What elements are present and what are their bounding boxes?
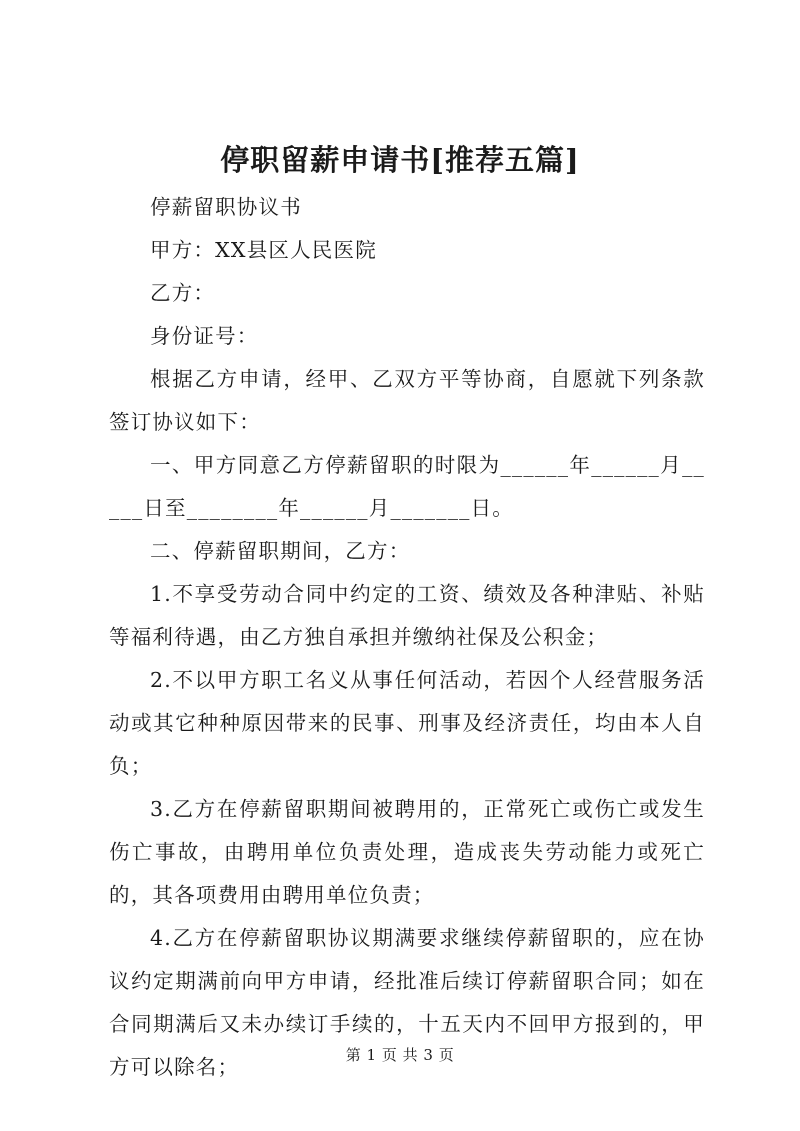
paragraph-item-2: 2.不以甲方职工名义从事任何活动，若因个人经营服务活动或其它种种原因带来的民事、刑事及经济责任，均由本人自负； xyxy=(109,668,705,778)
paragraph-item-4: 4.乙方在停薪留职协议期满要求继续停薪留职的，应在协议约定期满前向甲方申请，经批准后续订停薪留职合同；如在合同期满后又未办续订手续的，十五天内不回甲方报到的，甲方可以除名； xyxy=(109,926,705,1079)
document-title: 停职留薪申请书[推荐五篇] xyxy=(220,143,580,177)
paragraph-item-3: 3.乙方在停薪留职期间被聘用的，正常死亡或伤亡或发生伤亡事故，由聘用单位负责处理，造成丧失劳动能力或死亡的，其各项费用由聘用单位负责； xyxy=(109,797,705,907)
paragraph-party-a: 甲方：XX县区人民医院 xyxy=(150,238,377,262)
paragraph-clause-2: 二、停薪留职期间，乙方： xyxy=(150,539,411,563)
paragraph-item-1: 1.不享受劳动合同中约定的工资、绩效及各种津贴、补贴等福利待遇，由乙方独自承担并缴纳社保及公积金； xyxy=(109,582,705,649)
paragraph-id-number: 身份证号： xyxy=(150,324,259,348)
paragraph-party-b: 乙方： xyxy=(150,281,216,305)
paragraph-clause-1: 一、甲方同意乙方停薪留职的时限为______年______月_____日至________年______月_______日。 xyxy=(109,453,705,520)
paragraph-agreement-title: 停薪留职协议书 xyxy=(150,195,302,219)
page-footer: 第 1 页 共 3 页 xyxy=(345,1046,455,1064)
paragraph-preamble: 根据乙方申请，经甲、乙双方平等协商，自愿就下列条款签订协议如下： xyxy=(109,367,705,434)
document-body xyxy=(109,186,705,1089)
